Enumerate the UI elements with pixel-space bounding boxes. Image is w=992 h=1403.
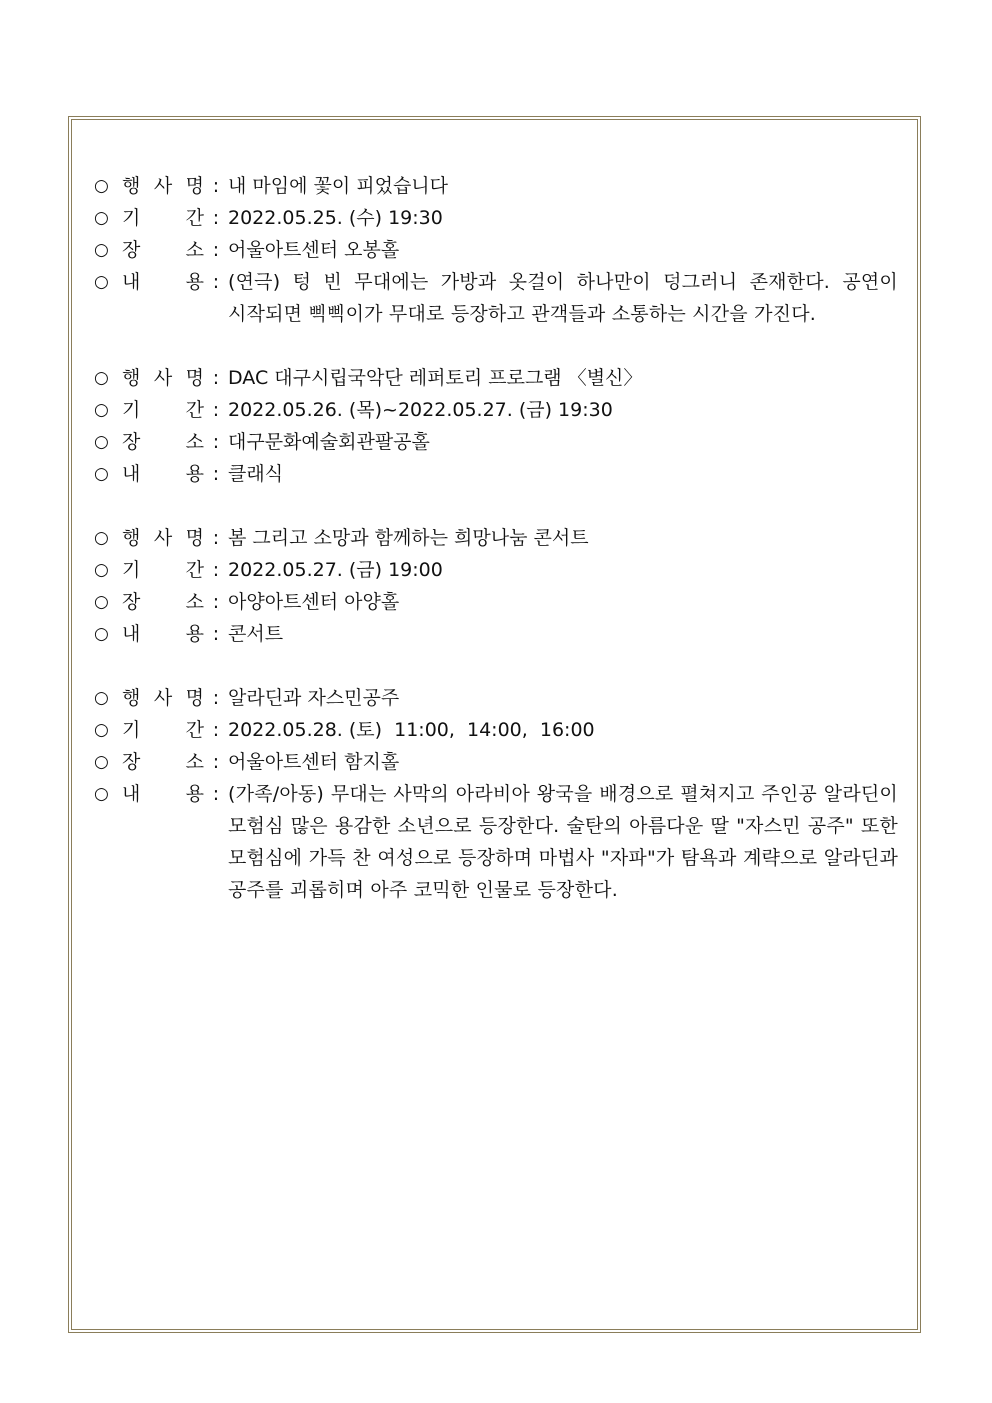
colon: : [212, 783, 220, 805]
event-content-row [94, 458, 898, 490]
event-list [94, 170, 898, 938]
circle-bullet-icon: ○ [94, 592, 109, 612]
event-entry [94, 362, 898, 490]
circle-bullet-icon: ○ [94, 176, 109, 196]
event-place: 대구문화예술회관팔공홀 [228, 431, 430, 453]
event-name-label: 행 사 명 [122, 527, 204, 549]
circle-bullet-icon: ○ [94, 464, 109, 484]
event-place-row [94, 426, 898, 458]
event-content-label: 내 용 [122, 271, 204, 293]
event-place-label: 장 소 [122, 751, 204, 773]
event-period-row [94, 554, 898, 586]
circle-bullet-icon: ○ [94, 784, 109, 804]
event-content: 클래식 [228, 463, 284, 485]
event-name: 봄 그리고 소망과 함께하는 희망나눔 콘서트 [228, 527, 589, 549]
event-place-row [94, 586, 898, 618]
colon: : [212, 431, 220, 453]
event-period-row [94, 394, 898, 426]
colon: : [212, 527, 220, 549]
colon: : [212, 271, 220, 293]
event-name-row [94, 522, 898, 554]
event-period-label: 기 간 [122, 559, 204, 581]
event-name-label: 행 사 명 [122, 367, 204, 389]
colon: : [212, 399, 220, 421]
circle-bullet-icon: ○ [94, 560, 109, 580]
event-name-label: 행 사 명 [122, 175, 204, 197]
event-name: DAC 대구시립국악단 레퍼토리 프로그램 〈별신〉 [228, 367, 643, 389]
event-name: 알라딘과 자스민공주 [228, 687, 400, 709]
event-content: (연극) 텅 빈 무대에는 가방과 옷걸이 하나만이 덩그러니 존재한다. 공연이 시작되면 삑삑이가 무대로 등장하고 관객들과 소통하는 시간을 가진다. [228, 271, 898, 325]
colon: : [212, 559, 220, 581]
event-place: 어울아트센터 오봉홀 [228, 239, 400, 261]
colon: : [212, 463, 220, 485]
circle-bullet-icon: ○ [94, 752, 109, 772]
event-name-label: 행 사 명 [122, 687, 204, 709]
colon: : [212, 239, 220, 261]
event-entry [94, 682, 898, 906]
event-name: 내 마임에 꽃이 피었습니다 [228, 175, 449, 197]
event-content: 콘서트 [228, 623, 284, 645]
circle-bullet-icon: ○ [94, 624, 109, 644]
circle-bullet-icon: ○ [94, 240, 109, 260]
event-place: 아양아트센터 아양홀 [228, 591, 400, 613]
event-entry [94, 522, 898, 650]
event-content: (가족/아동) 무대는 사막의 아라비아 왕국을 배경으로 펼쳐지고 주인공 알라딘이 모험심 많은 용감한 소년으로 등장한다. 술탄의 아름다운 딸 "자스민 공주" 또한 모험심에 가득 찬 여성으로 등장하며 마법사 "자파"가 탐욕과 계략으로 알라딘과 공주를 괴롭히며 아주 코믹한 인물로 등장한다. [228, 783, 898, 901]
circle-bullet-icon: ○ [94, 432, 109, 452]
event-content-row [94, 266, 898, 330]
event-period: 2022.05.25. (수) 19:30 [228, 207, 443, 229]
colon: : [212, 719, 220, 741]
event-period: 2022.05.28. (토) 11:00, 14:00, 16:00 [228, 719, 595, 741]
event-content-row [94, 778, 898, 906]
colon: : [212, 175, 220, 197]
event-period-row [94, 202, 898, 234]
event-name-row [94, 682, 898, 714]
event-name-row [94, 362, 898, 394]
circle-bullet-icon: ○ [94, 400, 109, 420]
event-period: 2022.05.26. (목)~2022.05.27. (금) 19:30 [228, 399, 613, 421]
event-period-row [94, 714, 898, 746]
circle-bullet-icon: ○ [94, 688, 109, 708]
event-place-label: 장 소 [122, 431, 204, 453]
colon: : [212, 367, 220, 389]
event-content-label: 내 용 [122, 783, 204, 805]
event-content-row [94, 618, 898, 650]
event-place-label: 장 소 [122, 591, 204, 613]
colon: : [212, 623, 220, 645]
colon: : [212, 751, 220, 773]
circle-bullet-icon: ○ [94, 720, 109, 740]
colon: : [212, 591, 220, 613]
event-place-row [94, 234, 898, 266]
event-period: 2022.05.27. (금) 19:00 [228, 559, 443, 581]
circle-bullet-icon: ○ [94, 368, 109, 388]
event-period-label: 기 간 [122, 399, 204, 421]
event-place: 어울아트센터 함지홀 [228, 751, 400, 773]
event-period-label: 기 간 [122, 207, 204, 229]
event-period-label: 기 간 [122, 719, 204, 741]
event-name-row [94, 170, 898, 202]
event-place-row [94, 746, 898, 778]
event-content-label: 내 용 [122, 463, 204, 485]
colon: : [212, 687, 220, 709]
event-place-label: 장 소 [122, 239, 204, 261]
circle-bullet-icon: ○ [94, 272, 109, 292]
colon: : [212, 207, 220, 229]
event-content-label: 내 용 [122, 623, 204, 645]
circle-bullet-icon: ○ [94, 208, 109, 228]
event-entry [94, 170, 898, 330]
circle-bullet-icon: ○ [94, 528, 109, 548]
